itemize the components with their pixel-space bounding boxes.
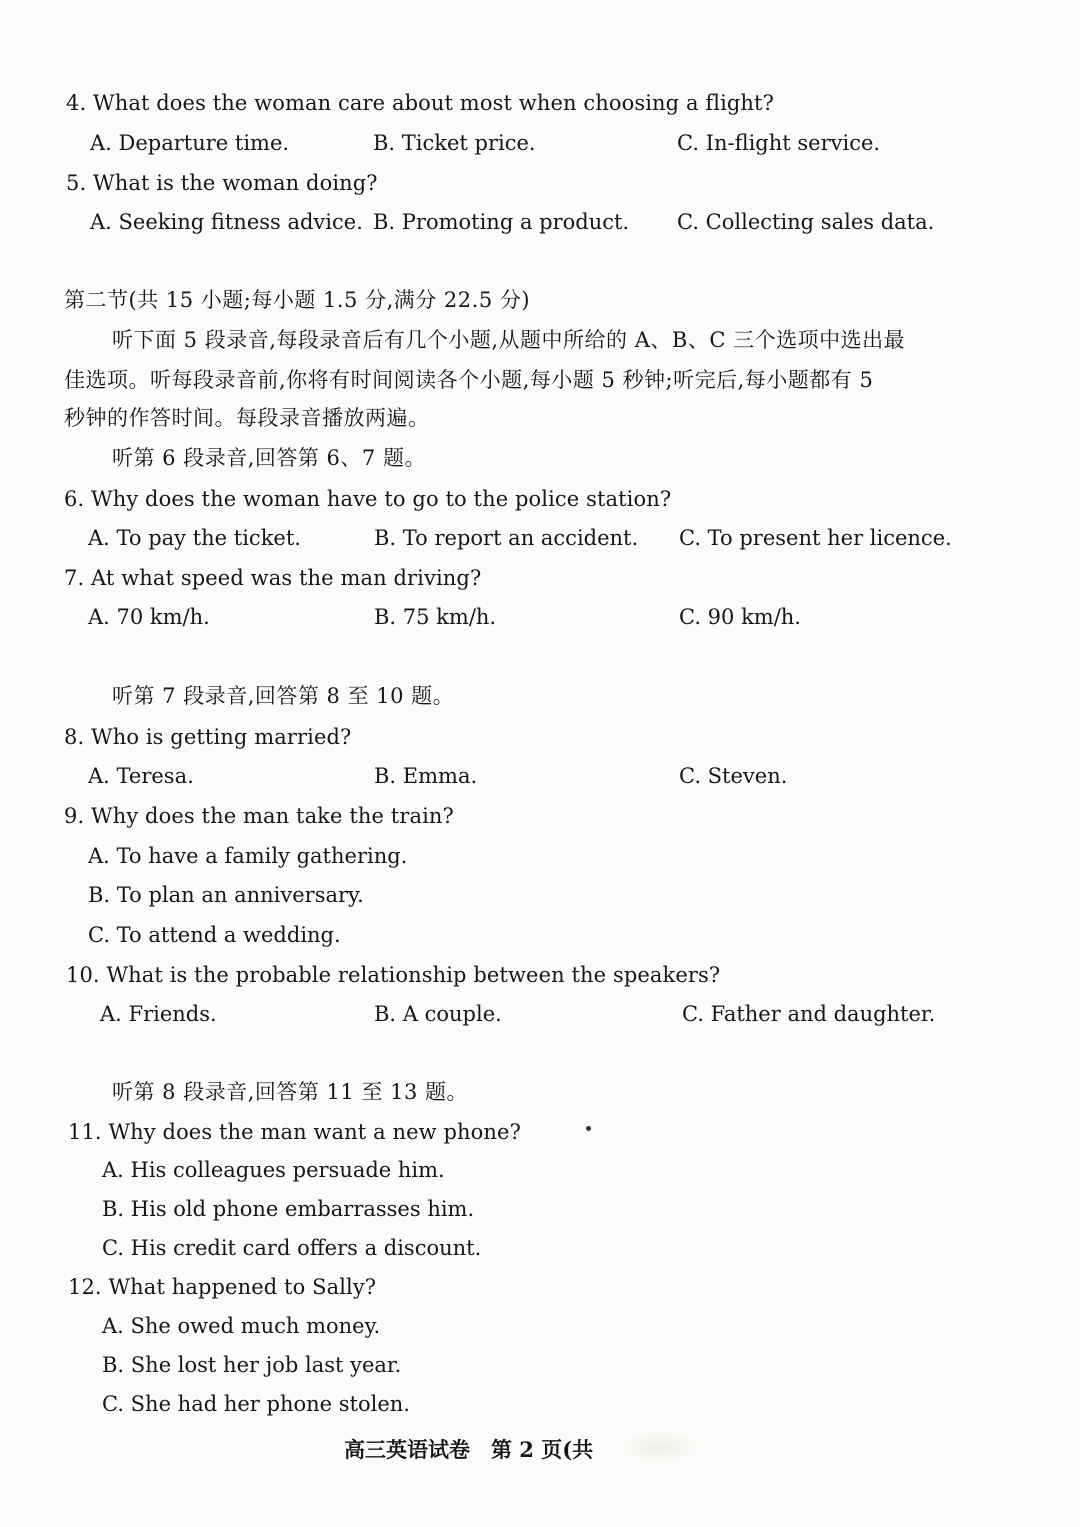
question-9-option-c: C. To attend a wedding. xyxy=(88,923,341,947)
section-2-instructions-line-1: 听下面 5 段录音,每段录音后有几个小题,从题中所给的 A、B、C 三个选项中选出最 xyxy=(112,328,906,352)
section-2-instructions-line-2: 佳选项。听每段录音前,你将有时间阅读各个小题,每小题 5 秒钟;听完后,每小题都有 5 xyxy=(64,368,874,392)
page-footer: 高三英语试卷 第 2 页(共 xyxy=(344,1437,594,1462)
question-11-stem: 11. Why does the man want a new phone? xyxy=(68,1120,521,1144)
question-6-option-c: C. To present her licence. xyxy=(679,526,952,550)
question-5-option-a: A. Seeking fitness advice. xyxy=(90,210,363,234)
question-8-stem: 8. Who is getting married? xyxy=(64,725,352,749)
question-8-option-a: A. Teresa. xyxy=(88,764,194,788)
question-11-option-a: A. His colleagues persuade him. xyxy=(102,1158,445,1182)
question-8-option-c: C. Steven. xyxy=(679,764,788,788)
question-7-option-a: A. 70 km/h. xyxy=(88,605,210,629)
question-12-stem: 12. What happened to Sally? xyxy=(68,1275,377,1299)
question-11-option-b: B. His old phone embarrasses him. xyxy=(102,1197,475,1221)
question-4-option-c: C. In-flight service. xyxy=(677,131,881,155)
question-6-option-b: B. To report an accident. xyxy=(374,526,639,550)
question-11-option-c: C. His credit card offers a discount. xyxy=(102,1236,482,1260)
section-2-instructions-line-3: 秒钟的作答时间。每段录音播放两遍。 xyxy=(64,406,430,430)
question-4-stem: 4. What does the woman care about most when choosing a flight? xyxy=(66,91,774,115)
question-5-option-b: B. Promoting a product. xyxy=(373,210,630,234)
question-12-option-a: A. She owed much money. xyxy=(102,1314,381,1338)
question-9-stem: 9. Why does the man take the train? xyxy=(64,804,454,828)
section-2-heading: 第二节(共 15 小题;每小题 1.5 分,满分 22.5 分) xyxy=(64,288,531,312)
question-12-option-b: B. She lost her job last year. xyxy=(102,1353,402,1377)
question-4-option-b: B. Ticket price. xyxy=(373,131,536,155)
question-5-stem: 5. What is the woman doing? xyxy=(66,171,378,195)
question-7-option-b: B. 75 km/h. xyxy=(374,605,497,629)
passage-8-heading: 听第 8 段录音,回答第 11 至 13 题。 xyxy=(112,1080,469,1104)
stray-dot xyxy=(586,1126,591,1131)
question-10-option-c: C. Father and daughter. xyxy=(682,1002,936,1026)
question-8-option-b: B. Emma. xyxy=(374,764,478,788)
question-12-option-c: C. She had her phone stolen. xyxy=(102,1392,410,1416)
question-10-option-b: B. A couple. xyxy=(374,1002,502,1026)
question-10-stem: 10. What is the probable relationship between the speakers? xyxy=(66,963,721,987)
footer-smudge xyxy=(620,1432,700,1462)
passage-6-heading: 听第 6 段录音,回答第 6、7 题。 xyxy=(112,446,426,470)
passage-7-heading: 听第 7 段录音,回答第 8 至 10 题。 xyxy=(112,684,455,708)
question-7-stem: 7. At what speed was the man driving? xyxy=(64,566,482,590)
question-4-option-a: A. Departure time. xyxy=(90,131,290,155)
question-7-option-c: C. 90 km/h. xyxy=(679,605,801,629)
question-9-option-a: A. To have a family gathering. xyxy=(88,844,408,868)
question-9-option-b: B. To plan an anniversary. xyxy=(88,883,364,907)
question-5-option-c: C. Collecting sales data. xyxy=(677,210,935,234)
question-10-option-a: A. Friends. xyxy=(100,1002,217,1026)
question-6-stem: 6. Why does the woman have to go to the police station? xyxy=(64,487,672,511)
question-6-option-a: A. To pay the ticket. xyxy=(88,526,301,550)
